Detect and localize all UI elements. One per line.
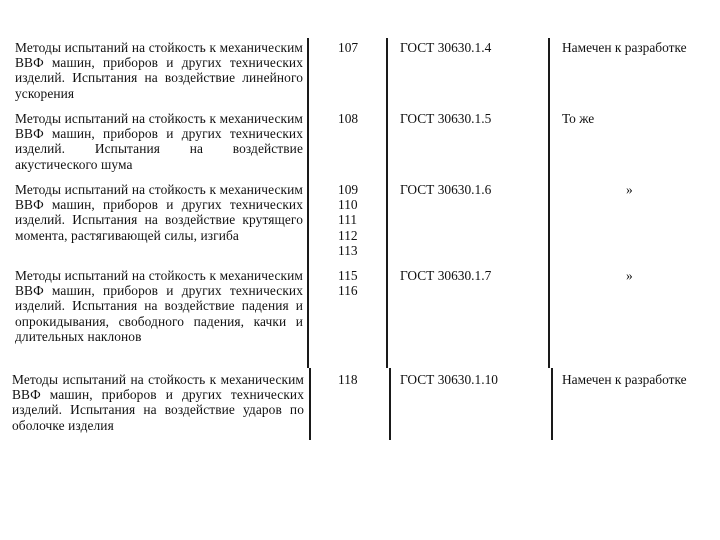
row-standard: ГОСТ 30630.1.5 xyxy=(400,111,492,126)
row-pages xyxy=(338,40,378,55)
column-divider-2-lower xyxy=(389,368,391,440)
row-status: » xyxy=(626,182,633,197)
page-number: 108 xyxy=(338,111,359,126)
page-number: 112 xyxy=(338,227,358,243)
page-number: 109 xyxy=(338,182,359,197)
column-divider-1 xyxy=(307,38,309,368)
row-description: Методы испытаний на стойкость к механическим ВВФ машин, приборов и других технических изделий. Испытания на воздействие линейного ускорения xyxy=(15,40,303,101)
row-standard: ГОСТ 30630.1.7 xyxy=(400,268,492,283)
row-description: Методы испытаний на стойкость к механическим ВВФ машин, приборов и других технических изделий. Испытания на воздействие крутящего момента, растягивающей силы, изгиба xyxy=(15,182,303,243)
row-description: Методы испытаний на стойкость к механическим ВВФ машин, приборов и других технических изделий. Испытания на воздействие акустического шума xyxy=(15,111,303,172)
row-status: Намечен к разработке xyxy=(562,40,687,55)
row-status: То же xyxy=(562,111,595,126)
page-number: 116 xyxy=(338,283,358,299)
row-description: Методы испытаний на стойкость к механическим ВВФ машин, приборов и других технических изделий. Испытания на воздействие ударов по оболочке изделия xyxy=(12,372,304,433)
row-status: Намечен к разработке xyxy=(562,372,687,387)
page-number: 107 xyxy=(338,40,359,55)
page-number: 118 xyxy=(338,372,358,387)
column-divider-2 xyxy=(386,38,388,368)
row-standard: ГОСТ 30630.1.4 xyxy=(400,40,492,55)
row-pages xyxy=(338,182,378,258)
row-pages xyxy=(338,372,378,387)
row-description: Методы испытаний на стойкость к механическим ВВФ машин, приборов и других технических изделий. Испытания на воздействие падения и опрокидывания, свободного падения, качки и длительных наклонов xyxy=(15,268,303,344)
row-pages xyxy=(338,111,378,126)
page-number: 113 xyxy=(338,242,358,258)
column-divider-3 xyxy=(548,38,550,368)
page-number: 115 xyxy=(338,268,358,283)
column-divider-1-lower xyxy=(309,368,311,440)
page-number: 111 xyxy=(338,212,358,228)
column-divider-3-lower xyxy=(551,368,553,440)
row-standard: ГОСТ 30630.1.10 xyxy=(400,372,498,387)
row-status: » xyxy=(626,268,633,283)
row-standard: ГОСТ 30630.1.6 xyxy=(400,182,492,197)
page-number: 110 xyxy=(338,197,358,213)
row-pages xyxy=(338,268,378,298)
